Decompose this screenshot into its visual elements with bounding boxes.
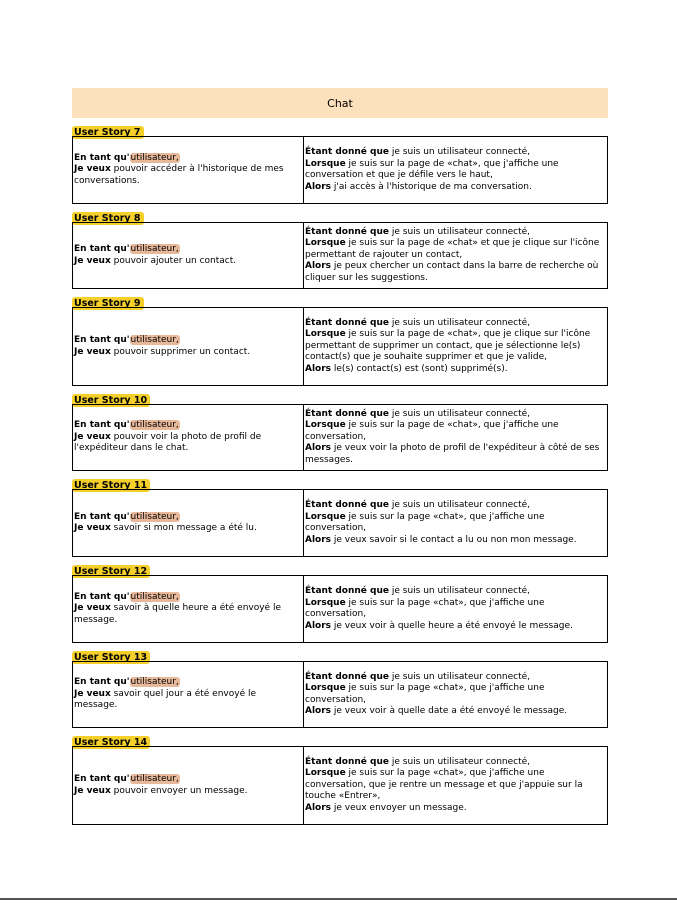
lorsque-label: Lorsque [305,420,346,431]
then-line [305,621,605,633]
user-story-block [72,730,608,813]
want-line [74,256,301,268]
given-text: je suis un utilisateur connecté, [389,586,531,596]
given-text: je suis un utilisateur connecté, [389,147,531,157]
story-criteria-cell [304,747,607,824]
role-highlight: utilisateur, [130,591,179,602]
story-table [72,489,608,557]
then-text: je veux savoir si le contact a lu ou non mon message. [331,534,577,545]
then-line [305,706,605,718]
story-criteria-cell [304,576,607,642]
user-story-block [72,120,608,192]
when-text: je suis sur la page de «chat», que j'affiche une conversation, [305,420,559,442]
given-line [305,757,605,769]
given-text: je suis un utilisateur connecté, [389,756,531,767]
then-text: je peux chercher un contact dans la barre de recherche où cliquer sur les suggestions. [305,261,599,283]
story-label: User Story 13 [72,651,150,664]
given-line [305,586,605,598]
story-label: User Story 8 [72,212,144,225]
lorsque-label: Lorsque [305,511,346,522]
then-text: je veux voir à quelle date a été envoyé le message. [331,706,568,716]
en-tant-label: En tant qu' [74,511,130,522]
lorsque-label: Lorsque [305,597,346,608]
role-line [74,512,301,524]
want-line [74,786,301,798]
user-story-block [72,473,608,545]
when-line [305,159,605,182]
alors-label: Alors [305,181,332,192]
je-veux-label: Je veux [74,431,111,442]
role-highlight: utilisateur, [130,511,179,522]
section-header [72,88,608,118]
story-role-cell [73,223,304,288]
want-line [74,603,301,626]
given-text: je suis un utilisateur connecté, [389,500,531,510]
en-tant-label: En tant qu' [74,152,130,163]
je-veux-label: Je veux [74,688,111,699]
etant-label: Étant donné que [305,500,389,510]
story-table [72,661,608,728]
etant-label: Étant donné que [305,671,389,682]
story-criteria-cell [304,223,607,288]
then-text: je veux voir à quelle heure a été envoyé le message. [331,620,573,631]
alors-label: Alors [305,443,332,454]
story-label: User Story 7 [72,126,144,139]
want-text: pouvoir envoyer un message. [110,785,248,796]
given-line [305,227,605,239]
alors-label: Alors [305,802,332,813]
when-text: je suis sur la page «chat», que j'affiche une conversation, [305,683,545,705]
story-label: User Story 11 [72,479,150,492]
etant-label: Étant donné que [305,226,389,237]
want-text: pouvoir supprimer un contact. [110,346,251,357]
want-text: savoir à quelle heure a été envoyé le message. [74,603,281,625]
given-text: je suis un utilisateur connecté, [389,226,531,237]
en-tant-label: En tant qu' [74,420,130,431]
then-line [305,443,605,466]
then-text: je veux envoyer un message. [331,802,467,813]
lorsque-label: Lorsque [305,238,346,249]
lorsque-label: Lorsque [305,158,346,169]
then-line [305,364,605,376]
want-line [74,523,301,535]
when-text: je suis sur la page de «chat» et que je clique sur l'icône permettant de rajouter un contact, [305,238,600,260]
story-label: User Story 12 [72,565,150,578]
when-line [305,420,605,443]
given-text: je suis un utilisateur connecté, [389,408,531,419]
en-tant-label: En tant qu' [74,677,130,688]
role-highlight: utilisateur, [130,335,179,345]
role-line [74,774,301,786]
en-tant-label: En tant qu' [74,774,130,784]
when-text: je suis sur la page «chat», que j'affiche une conversation, [305,511,545,533]
story-role-cell [73,662,304,727]
given-text: je suis un utilisateur connecté, [389,317,531,328]
when-text: je suis sur la page de «chat», que je clique sur l'icône permettant de supprimer un contact, que je sélectionne le(s) contact(s) que je souhaite supprimer et que je valide, [305,329,591,363]
role-line [74,592,301,604]
want-text: pouvoir accéder à l'historique de mes conversations. [74,164,284,186]
role-highlight: utilisateur, [130,774,179,784]
user-story-block [72,206,608,283]
story-criteria-cell [304,137,607,203]
story-label: User Story 9 [72,297,144,310]
story-criteria-cell [304,308,607,385]
je-veux-label: Je veux [74,603,111,614]
story-criteria-cell [304,490,607,556]
user-story-block [72,388,608,465]
story-role-cell [73,405,304,470]
then-text: j'ai accès à l'historique de ma conversation. [331,181,532,192]
want-line [74,347,301,359]
alors-label: Alors [305,706,332,716]
story-table [72,136,608,204]
role-highlight: utilisateur, [130,420,179,431]
lorsque-label: Lorsque [305,329,346,340]
given-line [305,500,605,512]
story-role-cell [73,576,304,642]
lorsque-label: Lorsque [305,768,346,779]
role-line [74,677,301,689]
role-highlight: utilisateur, [130,244,179,254]
etant-label: Étant donné que [305,317,389,328]
story-label: User Story 14 [72,736,150,749]
when-text: je suis sur la page de «chat», que j'affiche une conversation et que je défile vers le haut, [305,158,559,180]
want-text: savoir quel jour a été envoyé le message. [74,688,257,711]
then-text: je veux voir la photo de profil de l'expéditeur à côté de ses messages. [305,443,600,465]
given-line [305,672,605,684]
story-criteria-cell [304,662,607,727]
want-text: pouvoir ajouter un contact. [110,255,237,266]
want-line [74,689,301,712]
when-line [305,598,605,621]
given-text: je suis un utilisateur connecté, [389,671,531,682]
want-text: pouvoir voir la photo de profil de l'expéditeur dans le chat. [74,431,262,454]
story-table [72,575,608,643]
alors-label: Alors [305,363,332,374]
lorsque-label: Lorsque [305,683,346,693]
alors-label: Alors [305,261,332,272]
when-line [305,768,605,803]
story-role-cell [73,490,304,556]
je-veux-label: Je veux [74,164,111,175]
given-line [305,318,605,330]
story-table [72,222,608,289]
alors-label: Alors [305,534,332,545]
story-table [72,307,608,386]
page-bottom-border [0,898,677,900]
want-line [74,432,301,455]
je-veux-label: Je veux [74,523,111,533]
when-line [305,329,605,364]
story-label: User Story 10 [72,394,150,407]
story-table [72,746,608,825]
je-veux-label: Je veux [74,785,111,796]
when-text: je suis sur la page «chat», que j'affiche une conversation, que je rentre un message et que j'appuie sur la touche «Entrer», [305,768,583,802]
then-line [305,182,605,194]
user-story-block [72,559,608,631]
role-highlight: utilisateur, [130,677,179,688]
story-role-cell [73,137,304,203]
section-title: Chat [327,96,353,110]
when-line [305,512,605,535]
role-highlight: utilisateur, [130,152,179,163]
user-story-block [72,645,608,716]
when-text: je suis sur la page «chat», que j'affiche une conversation, [305,597,545,619]
etant-label: Étant donné que [305,756,389,767]
given-line [305,147,605,159]
etant-label: Étant donné que [305,408,389,419]
en-tant-label: En tant qu' [74,591,130,602]
given-line [305,409,605,421]
when-line [305,683,605,706]
role-line [74,335,301,347]
want-text: savoir si mon message a été lu. [110,523,257,533]
want-line [74,164,301,187]
user-story-block [72,291,608,374]
role-line [74,244,301,256]
when-line [305,238,605,261]
je-veux-label: Je veux [74,346,111,357]
je-veux-label: Je veux [74,255,111,266]
alors-label: Alors [305,620,332,631]
then-line [305,261,605,284]
then-line [305,803,605,815]
story-table [72,404,608,471]
en-tant-label: En tant qu' [74,244,130,254]
etant-label: Étant donné que [305,147,389,157]
then-line [305,535,605,547]
role-line [74,153,301,165]
role-line [74,420,301,432]
story-role-cell [73,747,304,824]
story-criteria-cell [304,405,607,470]
en-tant-label: En tant qu' [74,335,130,345]
story-role-cell [73,308,304,385]
then-text: le(s) contact(s) est (sont) supprimé(s). [331,363,508,374]
etant-label: Étant donné que [305,586,389,596]
